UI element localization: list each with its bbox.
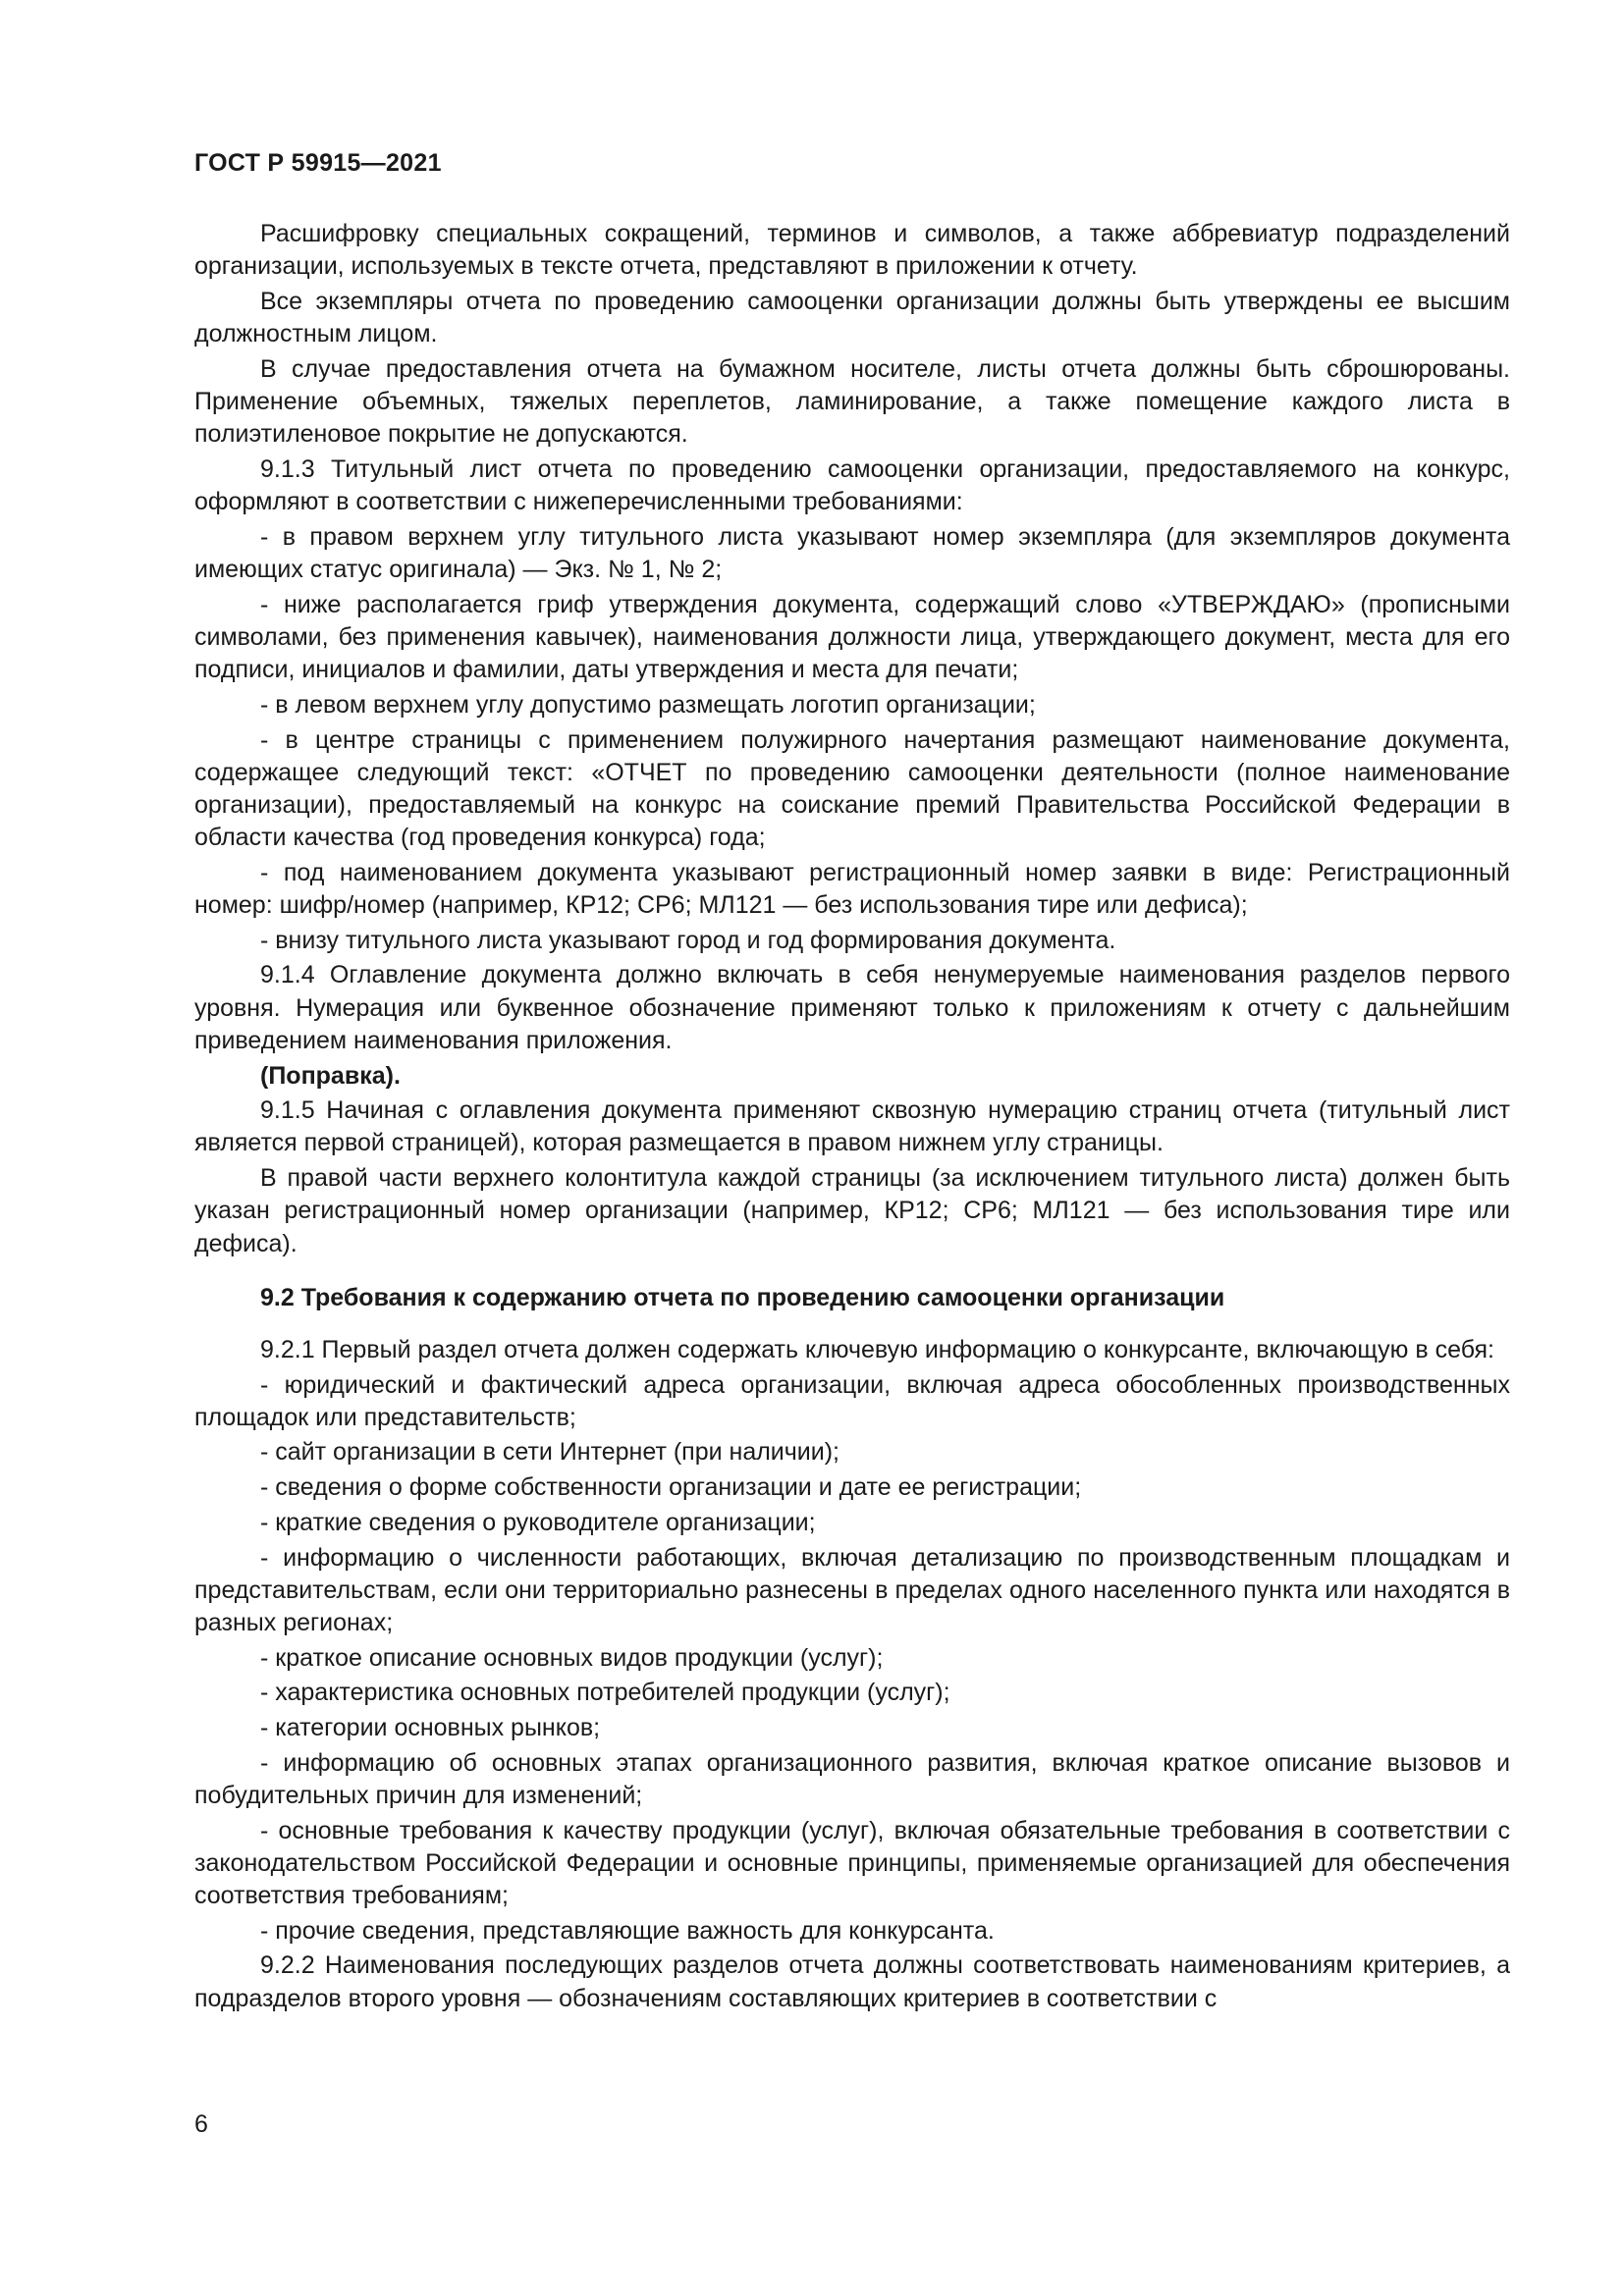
paragraph: В случае предоставления отчета на бумажном носителе, листы отчета должны быть сброшюрованы. Применение объемных, тяжелых переплетов, ламинирование, а также помещение каждого листа в полиэтиленовое покрытие не допускаются. [194, 354, 1510, 449]
list-item: - характеристика основных потребителей продукции (услуг); [260, 1679, 950, 1707]
paragraph: В правой части верхнего колонтитула каждой страницы (за исключением титульного листа) должен быть указан регистрационный номер организации (например, КР12; СР6; МЛ121 — без использования тире или дефиса). [194, 1164, 1510, 1257]
list-item: - прочие сведения, представляющие важность для конкурсанта. [260, 1916, 995, 1945]
document-body [194, 218, 1510, 2017]
list-item: - краткие сведения о руководителе организации; [260, 1508, 816, 1536]
list-item: - под наименованием документа указывают регистрационный номер заявки в виде: Регистрационный номер: шифр/номер (например, КР12; СР6; МЛ121 — без использования тире или дефиса); [194, 858, 1510, 920]
clause-9-1-3: 9.1.3 Титульный лист отчета по проведению самооценки организации, предоставляемого на конкурс, оформляют в соответствии с нижеперечисленными требованиями: [194, 454, 1510, 516]
list-item: - внизу титульного листа указывают город и год формирования документа. [260, 926, 1116, 954]
clause-9-2-2: 9.2.2 Наименования последующих разделов отчета должны соответствовать наименованиям критериев, а подразделов второго уровня — обозначениям составляющих критериев в соответствии с [194, 1951, 1510, 2012]
list-item: - основные требования к качеству продукции (услуг), включая обязательные требования в соответствии с законодательством Российской Федерации и основные принципы, применяемые организацией для обеспечения соответствия требованиям; [194, 1816, 1510, 1910]
list-item: - в центре страницы с применением полужирного начертания размещают наименование документа, содержащее следующий текст: «ОТЧЕТ по проведению самооценки деятельности (полное наименование организации), предоставляемый на конкурс на соискание премий Правительства Российской Федерации в области качества (год проведения конкурса) года; [194, 725, 1510, 852]
standard-header: ГОСТ Р 59915—2021 [194, 149, 442, 177]
section-heading-9-2: 9.2 Требования к содержанию отчета по проведению самооценки организации [260, 1283, 1225, 1311]
clause-9-1-5: 9.1.5 Начиная с оглавления документа применяют сквозную нумерацию страниц отчета (титульный лист является первой страницей), которая размещается в правом нижнем углу страницы. [194, 1096, 1510, 1157]
clause-9-2-1: 9.2.1 Первый раздел отчета должен содержать ключевую информацию о конкурсанте, включающую в себя: [260, 1335, 1494, 1363]
paragraph: Расшифровку специальных сокращений, терминов и символов, а также аббревиатур подразделений организации, используемых в тексте отчета, представляют в приложении к отчету. [194, 220, 1510, 281]
list-item: - информацию об основных этапах организационного развития, включая краткое описание вызовов и побудительных причин для изменений; [194, 1748, 1510, 1809]
list-item: - категории основных рынков; [260, 1714, 601, 1742]
amendment-note: (Поправка). [260, 1061, 401, 1090]
list-item: - информацию о численности работающих, включая детализацию по производственным площадкам и представительствам, если они территориально разнесены в пределах одного населенного пункта или находятся в разных регионах; [194, 1543, 1510, 1636]
list-item: - краткое описание основных видов продукции (услуг); [260, 1643, 884, 1672]
paragraph: Все экземпляры отчета по проведению самооценки организации должны быть утверждены ее высшим должностным лицом. [194, 287, 1510, 348]
list-item: - ниже располагается гриф утверждения документа, содержащий слово «УТВЕРЖДАЮ» (прописными символами, без применения кавычек), наименования должности лица, утверждающего документ, места для его подписи, инициалов и фамилии, даты утверждения и места для печати; [194, 590, 1510, 684]
list-item: - сведения о форме собственности организации и дате ее регистрации; [260, 1473, 1082, 1502]
page-number: 6 [194, 2110, 208, 2138]
list-item: - в правом верхнем углу титульного листа указывают номер экземпляра (для экземпляров документа имеющих статус оригинала) — Экз. № 1, № 2; [194, 522, 1510, 584]
list-item: - юридический и фактический адреса организации, включая адреса обособленных производственных площадок или представительств; [194, 1370, 1510, 1431]
list-item: - в левом верхнем углу допустимо размещать логотип организации; [260, 690, 1036, 719]
clause-9-1-4: 9.1.4 Оглавление документа должно включать в себя ненумеруемые наименования разделов первого уровня. Нумерация или буквенное обозначение применяют только к приложениям к отчету с дальнейшим приведением наименования приложения. [194, 961, 1510, 1054]
list-item: - сайт организации в сети Интернет (при наличии); [260, 1438, 840, 1467]
